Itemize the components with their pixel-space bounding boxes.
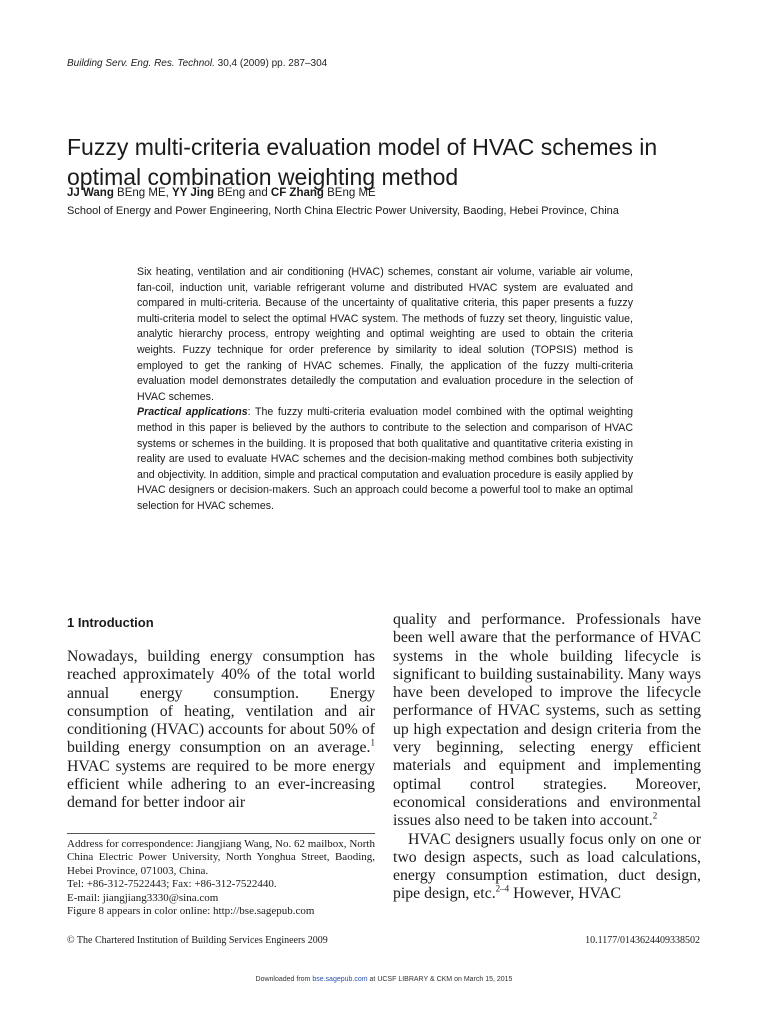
body-text: Nowadays, building energy consumption has reached approximately 40% of the total world annual energy consumption. Energy consumption of heating, ventilation and air conditioning (HVAC) accounts for about 50% of building energy consumption on an average. (67, 648, 375, 757)
download-suffix: at UCSF LIBRARY & CKM on March 15, 2015 (367, 976, 513, 983)
practical-applications-label: Practical applications (137, 406, 248, 419)
author-degrees: BEng and (214, 187, 271, 199)
body-text: quality and performance. Professionals have been well aware that the performance of HVAC systems in the whole building lifecycle is significant to building sustainability. Many ways have been developed to improve the lifecycle performance of HVAC systems, such as setting up high expectation and design criteria from the very beginning, selecting energy efficient materials and equipment and implementing optimal control strategies. Moreover, economical considerations and environmental issues also need to be taken into account. (393, 611, 701, 830)
body-paragraph (393, 831, 701, 904)
body-paragraph (67, 648, 375, 813)
doi: 10.1177/0143624409338502 (585, 935, 700, 946)
journal-citation (67, 58, 327, 69)
paper-title: Fuzzy multi-criteria evaluation model of HVAC schemes in optimal combination weighting method (67, 134, 658, 191)
copyright-notice: © The Chartered Institution of Building Services Engineers 2009 (67, 935, 328, 946)
practical-applications-paragraph (137, 405, 633, 514)
reference-marker: 1 (370, 738, 375, 749)
body-paragraph (393, 611, 701, 831)
author-degrees: BEng ME, (113, 187, 173, 199)
author-list (67, 185, 376, 202)
reference-marker: 2–4 (495, 884, 510, 895)
body-text: However, HVAC (509, 885, 621, 903)
author-name: JJ Wang (67, 187, 114, 199)
body-column-right (393, 611, 701, 904)
author-degrees: BEng ME (323, 187, 376, 199)
footnote-address: Address for correspondence: Jiangjiang Wang, No. 62 mailbox, North China Electric Power University, North Yonghua Street, Baoding, Hebei Province, 071003, China. (67, 838, 375, 877)
footnote-email: E-mail: jiangjiang3330@sina.com (67, 891, 219, 904)
abstract (137, 265, 633, 515)
body-text: HVAC systems are required to be more energy efficient while adhering to an ever-increasing demand for better indoor air (67, 757, 375, 812)
footnote-divider (67, 833, 375, 834)
author-name: CF Zhang (270, 187, 324, 199)
author-name: YY Jing (172, 187, 214, 199)
reference-marker: 2 (652, 811, 658, 821)
practical-applications-text: : The fuzzy multi-criteria evaluation model combined with the optimal weighting method in this paper is believed by the authors to contribute to the selection and comparison of HVAC systems or schemes in the building. It is proposed that both qualitative and quantitative criteria existing in reality are used to evaluate HVAC schemes and the decision-making method combines both subjectivity and objectivity. In addition, simple and practical computation and evaluation procedure is easily applied by HVAC designers or decision-makers. Such an approach could become a powerful tool to make an optimal selection for HVAC schemes. (137, 406, 633, 512)
body-column-left (67, 648, 375, 813)
journal-name: Building Serv. Eng. Res. Technol. (67, 58, 215, 69)
download-link[interactable]: bse.sagepub.com (312, 976, 368, 983)
journal-volume-pages: 30,4 (2009) pp. 287–304 (214, 58, 328, 69)
affiliation: School of Energy and Power Engineering, North China Electric Power University, Baoding, Hebei Province, China (67, 205, 619, 217)
correspondence-footnote (67, 838, 375, 918)
download-notice (0, 976, 768, 983)
section-heading: 1 Introduction (67, 615, 154, 630)
footnote-figure-note: Figure 8 appears in color online: http://bse.sagepub.com (67, 905, 315, 918)
download-prefix: Downloaded from (255, 976, 313, 983)
body-text: HVAC designers usually focus only on one or two design aspects, such as load calculations, energy consumption estimation, duct design, pipe design, etc. (393, 830, 701, 903)
footnote-phone: Tel: +86-312-7522443; Fax: +86-312-7522440. (67, 878, 277, 891)
abstract-paragraph: Six heating, ventilation and air conditioning (HVAC) schemes, constant air volume, variable air volume, fan-coil, induction unit, variable refrigerant volume and distributed HVAC system are evaluated and compared in multi-criteria. Because of the uncertainty of qualitative criteria, this paper presents a fuzzy multi-criteria model to select the optimal HVAC system. The methods of fuzzy set theory, linguistic value, analytic hierarchy process, entropy weighting and optimal weighting are used to obtain the criteria weights. Fuzzy technique for order preference by similarity to ideal solution (TOPSIS) method is employed to get the ranking of HVAC schemes. Finally, the application of the fuzzy multi-criteria evaluation model demonstrates detailedly the computation and evaluation procedure in the selection of HVAC schemes. (137, 266, 633, 403)
